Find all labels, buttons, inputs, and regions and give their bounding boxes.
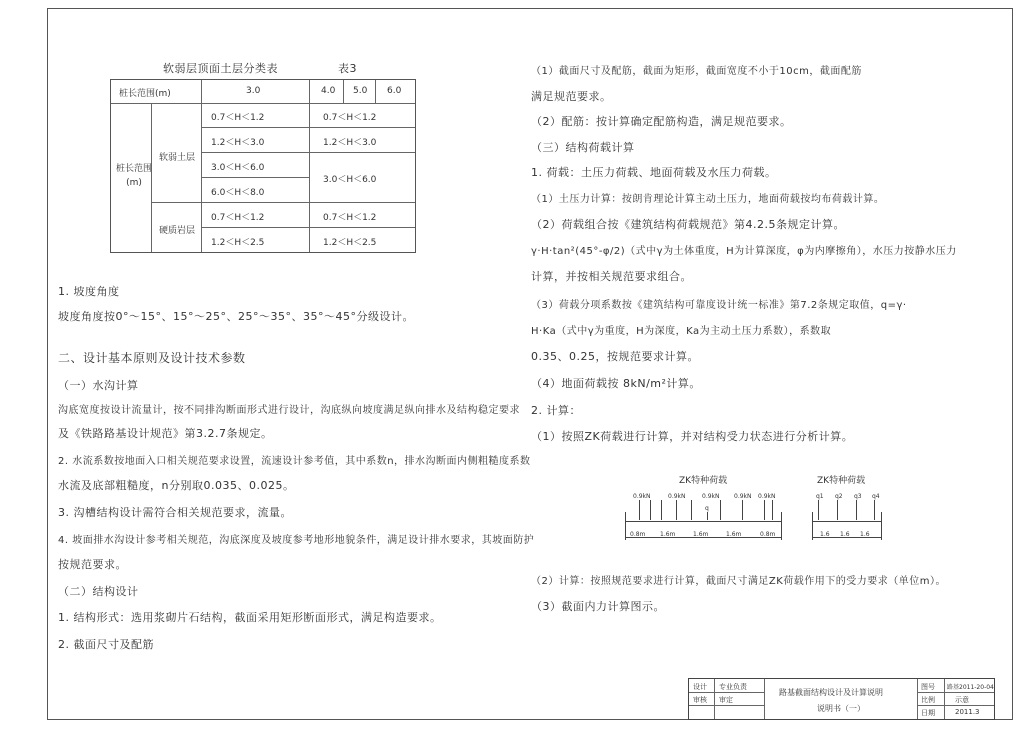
table-row-group-title: 桩长范围 (m) bbox=[116, 164, 153, 188]
dimension-tick bbox=[625, 512, 626, 540]
load-arrow bbox=[720, 500, 721, 520]
load-arrow bbox=[707, 512, 708, 520]
table-group2-label: 硬质岩层 bbox=[159, 226, 196, 236]
table-rule bbox=[201, 127, 415, 128]
dimension-label: 1.6m bbox=[693, 531, 709, 538]
left-p1b: 及《铁路路基设计规范》第3.2.7条规定。 bbox=[58, 427, 273, 440]
left-q2: 2. 截面尺寸及配筋 bbox=[58, 638, 154, 651]
table-cell: 1.2＜H＜2.5 bbox=[323, 238, 377, 248]
right-r1: （1）截面尺寸及配筋，截面为矩形，截面宽度不小于10cm，截面配筋 bbox=[531, 66, 862, 77]
right-r7b: 计算，并按相关规范要求组合。 bbox=[531, 270, 692, 283]
title-block-label: 审核 bbox=[693, 696, 707, 704]
dimension-tick bbox=[881, 512, 882, 540]
right-r11: （1）按照ZK荷载进行计算，并对结构受力状态进行分析计算。 bbox=[531, 430, 854, 443]
title-block-rule bbox=[689, 692, 764, 693]
left-item1: 1. 坡度角度 bbox=[58, 285, 120, 298]
load-arrow bbox=[661, 500, 662, 520]
table-rule bbox=[375, 80, 376, 103]
title-block-rule bbox=[917, 705, 994, 706]
load-arrow bbox=[837, 500, 838, 520]
right-r10: 2. 计算： bbox=[531, 404, 581, 417]
right-r7: γ·H·tan²(45°-φ/2)（式中γ为土体重度，H为计算深度，φ为内摩擦角），水压力按静水压力 bbox=[531, 246, 957, 257]
right-r8: （3）荷载分项系数按《建筑结构可靠度设计统一标准》第7.2条规定取值，q=γ· bbox=[531, 300, 907, 311]
title-block-rule bbox=[944, 679, 945, 719]
title-block-value: 示意 bbox=[955, 696, 969, 704]
load-beam bbox=[812, 521, 882, 522]
table-head-value: 3.0 bbox=[246, 86, 261, 96]
title-block-rule bbox=[917, 692, 994, 693]
title-block-rule bbox=[917, 679, 918, 719]
left-p1: 沟底宽度按设计流量计，按不同排沟断面形式进行设计，沟底纵向坡度满足纵向排水及结构稳定要求 bbox=[58, 405, 520, 416]
right-r12: （2）计算：按照规范要求进行计算，截面尺寸满足ZK荷载作用下的受力要求（单位m）。 bbox=[531, 576, 947, 587]
table-rule bbox=[201, 152, 415, 153]
load-arrow bbox=[676, 500, 677, 520]
load-arrow bbox=[742, 500, 743, 520]
soil-class-table bbox=[110, 79, 416, 253]
table-rule bbox=[201, 227, 415, 228]
dimension-tick bbox=[812, 512, 813, 540]
title-block-label: 专业负责 bbox=[719, 683, 747, 691]
table-group1-label: 软弱土层 bbox=[159, 153, 196, 163]
dimension-label: 1.6 bbox=[860, 531, 870, 538]
table-rule bbox=[343, 80, 344, 103]
load-arrow bbox=[856, 500, 857, 520]
title-block-key: 日期 bbox=[921, 709, 935, 717]
dimension-label: 1.6 bbox=[820, 531, 830, 538]
right-r5: （1）土压力计算：按朗肯理论计算主动土压力，地面荷载按均布荷载计算。 bbox=[531, 194, 885, 205]
load-arrow bbox=[639, 500, 640, 520]
load-arrow bbox=[818, 500, 819, 520]
load-beam bbox=[625, 521, 782, 522]
title-block-subtitle: 说明书（一） bbox=[817, 704, 865, 713]
table-cell: 0.7＜H＜1.2 bbox=[211, 213, 265, 223]
right-r8b: H·Ka（式中γ为重度，H为深度，Ka为主动土压力系数），系数取 bbox=[531, 326, 832, 337]
right-r8c: 0.35、0.25，按规范要求计算。 bbox=[531, 350, 699, 363]
table-label: 表3 bbox=[338, 62, 357, 75]
right-r9: （4）地面荷载按 8kN/m²计算。 bbox=[531, 377, 701, 390]
title-block-value: 2011.3 bbox=[955, 708, 980, 716]
load-arrow bbox=[650, 500, 651, 520]
load-arrow bbox=[772, 500, 773, 520]
load-label: q2 bbox=[835, 493, 843, 500]
table-cell: 0.7＜H＜1.2 bbox=[211, 113, 265, 123]
table-cell: 3.0＜H＜6.0 bbox=[211, 163, 265, 173]
right-r6: （2）荷载组合按《建筑结构荷载规范》第4.2.5条规定计算。 bbox=[531, 218, 845, 231]
table-cell: 1.2＜H＜3.0 bbox=[211, 138, 265, 148]
dimension-label: 1.6m bbox=[726, 531, 742, 538]
left-sub2: （二）结构设计 bbox=[58, 585, 139, 598]
load-label: q bbox=[705, 505, 709, 512]
right-r13: （3）截面内力计算图示。 bbox=[531, 600, 665, 613]
table-rule bbox=[201, 80, 202, 103]
load-diagram-left-title: ZK特种荷载 bbox=[679, 476, 728, 486]
right-r1b: 满足规范要求。 bbox=[531, 90, 612, 103]
title-block-key: 比例 bbox=[921, 696, 935, 704]
table-title: 软弱层顶面土层分类表 bbox=[163, 62, 278, 75]
left-section2: 二、设计基本原则及设计技术参数 bbox=[58, 351, 246, 365]
left-q1: 1. 结构形式：选用浆砌片石结构，截面采用矩形断面形式，满足构造要求。 bbox=[58, 611, 442, 624]
dimension-tick bbox=[781, 512, 782, 540]
table-cell: 1.2＜H＜2.5 bbox=[211, 238, 265, 248]
table-head-col: 桩长范围(m) bbox=[119, 89, 171, 99]
dimension-label: 0.8m bbox=[760, 531, 776, 538]
title-block-title: 路基截面结构设计及计算说明 bbox=[779, 688, 883, 697]
load-label: 0.9kN bbox=[668, 493, 686, 500]
title-block-label: 设计 bbox=[693, 683, 707, 691]
load-arrow bbox=[764, 500, 765, 520]
table-rule bbox=[201, 177, 309, 178]
load-diagram-right-title: ZK特种荷载 bbox=[817, 476, 866, 486]
left-sub1: （一）水沟计算 bbox=[58, 379, 139, 392]
table-cell: 6.0＜H＜8.0 bbox=[211, 188, 265, 198]
load-arrow bbox=[691, 500, 692, 520]
title-block-value: 路基2011-20-04 bbox=[947, 684, 994, 691]
load-arrow bbox=[874, 500, 875, 520]
right-r2: （2）配筋：按计算确定配筋构造，满足规范要求。 bbox=[531, 115, 792, 128]
right-r3: （三）结构荷载计算 bbox=[531, 141, 635, 154]
title-block-rule bbox=[714, 679, 715, 719]
left-p2: 2. 水流系数按地面入口相关规范要求设置，流速设计参考值，其中系数n，排水沟断面内侧粗糙度系数 bbox=[58, 456, 531, 467]
left-p4b: 按规范要求。 bbox=[58, 558, 127, 571]
load-label: q1 bbox=[816, 493, 824, 500]
load-label: 0.9kN bbox=[734, 493, 752, 500]
table-rule bbox=[111, 103, 415, 104]
dimension-label: 0.8m bbox=[630, 531, 646, 538]
title-block-rule bbox=[764, 679, 765, 719]
left-p2b: 水流及底部粗糙度，n分别取0.035、0.025。 bbox=[58, 479, 295, 492]
left-p4: 4. 坡面排水沟设计参考相关规范，沟底深度及坡度参考地形地貌条件，满足设计排水要求，其坡面防护 bbox=[58, 535, 535, 546]
load-label: 0.9kN bbox=[633, 493, 651, 500]
left-p3: 3. 沟槽结构设计需符合相关规范要求，流量。 bbox=[58, 506, 292, 519]
table-rule bbox=[151, 202, 415, 203]
title-block bbox=[688, 678, 995, 720]
table-cell: 0.7＜H＜1.2 bbox=[323, 113, 377, 123]
load-label: 0.9kN bbox=[702, 493, 720, 500]
load-label: q3 bbox=[854, 493, 862, 500]
right-r4: 1. 荷载：土压力荷载、地面荷载及水压力荷载。 bbox=[531, 166, 777, 179]
dimension-label: 1.6 bbox=[840, 531, 850, 538]
title-block-rule bbox=[689, 705, 764, 706]
load-label: q4 bbox=[872, 493, 880, 500]
title-block-label: 审定 bbox=[719, 696, 733, 704]
table-cell: 3.0＜H＜6.0 bbox=[323, 175, 377, 185]
load-label: 0.9kN bbox=[758, 493, 776, 500]
table-head-value: 4.0 bbox=[321, 86, 336, 96]
dimension-label: 1.6m bbox=[660, 531, 676, 538]
table-cell: 1.2＜H＜3.0 bbox=[323, 138, 377, 148]
left-item1-text: 坡度角度按0°～15°、15°～25°、25°～35°、35°～45°分级设计。 bbox=[58, 310, 414, 323]
table-head-value: 6.0 bbox=[387, 86, 402, 96]
table-cell: 0.7＜H＜1.2 bbox=[323, 213, 377, 223]
table-head-value: 5.0 bbox=[353, 86, 368, 96]
title-block-key: 图号 bbox=[921, 683, 935, 691]
